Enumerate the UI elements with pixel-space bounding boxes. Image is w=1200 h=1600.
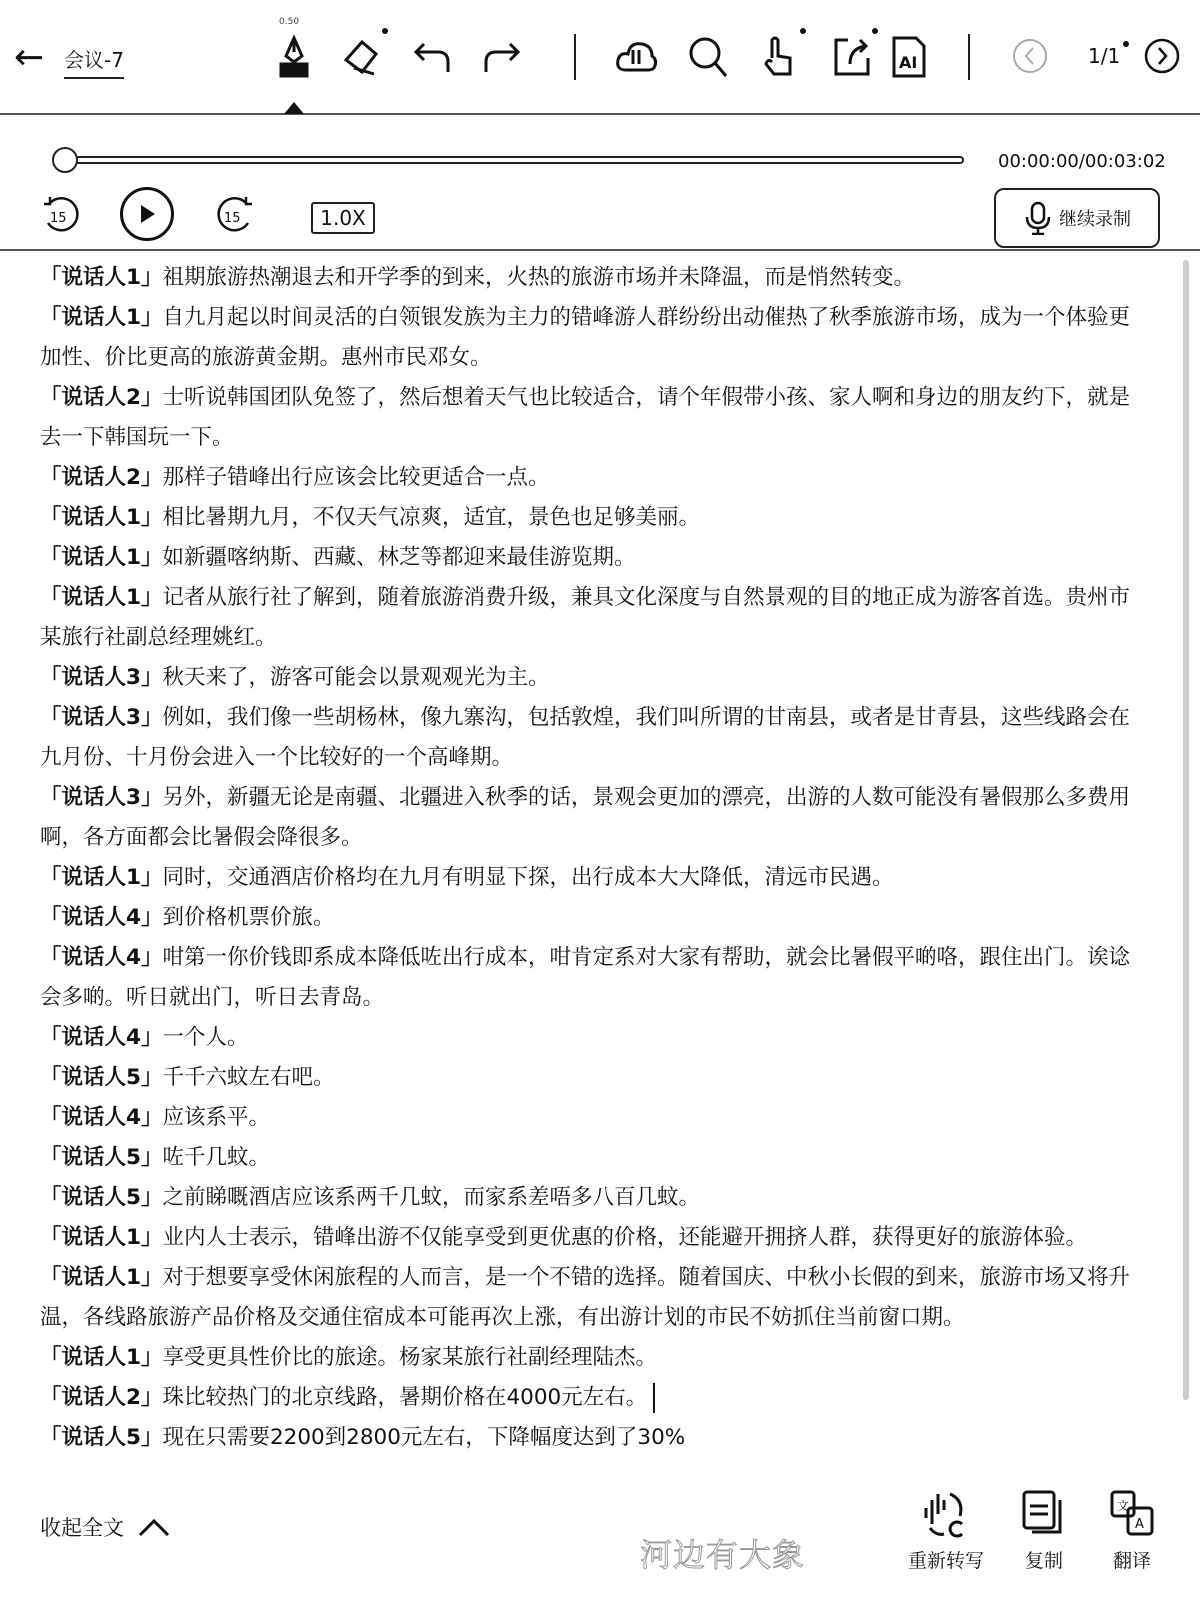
playback-progress-bar[interactable] <box>64 156 964 164</box>
transcript-paragraph <box>40 1058 1140 1098</box>
transcript-paragraph <box>40 1098 1140 1138</box>
transcript-paragraph <box>40 1378 1140 1418</box>
speaker-label: 「说话人3」 <box>40 705 163 730</box>
utterance-text: 应该系平。 <box>162 1105 270 1130</box>
utterance-text: 咗千几蚊。 <box>162 1145 270 1170</box>
copy-button[interactable] <box>1018 1488 1070 1573</box>
transcript-paragraph <box>40 1018 1140 1058</box>
hand-pointer-icon <box>758 34 802 78</box>
translate-button[interactable] <box>1106 1488 1158 1573</box>
arrow-left-icon: ← <box>14 37 45 78</box>
redo-icon <box>480 34 524 78</box>
speaker-label: 「说话人2」 <box>40 1385 163 1410</box>
utterance-text: 如新疆喀纳斯、西藏、林芝等都迎来最佳游览期。 <box>162 545 636 570</box>
continue-recording-label: 继续录制 <box>1059 209 1131 230</box>
speaker-label: 「说话人2」 <box>40 465 163 490</box>
eraser-tool-button[interactable] <box>338 32 386 80</box>
svg-text:AI: AI <box>899 53 918 72</box>
divider <box>968 34 970 80</box>
page-indicator: 1/1 <box>1088 44 1121 68</box>
speaker-label: 「说话人5」 <box>40 1065 163 1090</box>
utterance-text: 另外，新疆无论是南疆、北疆进入秋季的话，景观会更加的漂亮，出游的人数可能没有暑假那么多费用啊，各方面都会比暑假会降很多。 <box>40 785 1130 850</box>
transcript-paragraph <box>40 1218 1140 1258</box>
speaker-label: 「说话人3」 <box>40 785 163 810</box>
speaker-label: 「说话人4」 <box>40 905 163 930</box>
transcript-paragraph <box>40 698 1140 778</box>
speaker-label: 「说话人1」 <box>40 1345 163 1370</box>
microphone-icon <box>1023 201 1053 235</box>
active-tool-indicator <box>284 102 304 114</box>
pen-tool-button[interactable] <box>270 32 318 80</box>
chevron-left-circle-icon <box>1008 34 1052 78</box>
copy-label: 复制 <box>1024 1550 1063 1572</box>
transcript-paragraph <box>40 458 1140 498</box>
top-toolbar <box>0 0 1200 115</box>
speaker-label: 「说话人4」 <box>40 945 163 970</box>
rewind-15-button[interactable] <box>40 195 82 237</box>
watermark: 河边有大象 <box>640 1536 806 1574</box>
speaker-label: 「说话人1」 <box>40 1265 163 1290</box>
transcript-paragraph <box>40 578 1140 658</box>
share-icon <box>830 34 874 78</box>
utterance-text: 之前睇嘅酒店应该系两千几蚊，而家系差唔多八百几蚊。 <box>162 1185 700 1210</box>
transcript-paragraph <box>40 1258 1140 1338</box>
utterance-text: 现在只需要2200到2800元左右，下降幅度达到了30% <box>162 1425 686 1450</box>
share-button[interactable] <box>828 32 876 80</box>
next-page-button[interactable] <box>1138 32 1186 80</box>
speaker-label: 「说话人1」 <box>40 305 163 330</box>
utterance-text: 相比暑期九月，不仅天气凉爽，适宜，景色也足够美丽。 <box>162 505 700 530</box>
cloud-sync-icon <box>614 34 658 78</box>
playback-speed-button[interactable]: 1.0X <box>311 202 375 234</box>
speaker-label: 「说话人2」 <box>40 385 163 410</box>
transcript-paragraph <box>40 658 1140 698</box>
divider <box>574 34 576 80</box>
speaker-label: 「说话人3」 <box>40 665 163 690</box>
audio-player <box>0 115 1200 251</box>
speaker-label: 「说话人5」 <box>40 1145 163 1170</box>
speaker-label: 「说话人4」 <box>40 1105 163 1130</box>
retranscribe-button[interactable] <box>908 1488 984 1573</box>
utterance-text: 例如，我们像一些胡杨林，像九寨沟，包括敦煌，我们叫所谓的甘南县，或者是甘青县，这些线路会在九月份、十月份会进入一个比较好的一个高峰期。 <box>40 705 1130 770</box>
transcript-paragraph <box>40 498 1140 538</box>
previous-page-button[interactable] <box>1006 32 1054 80</box>
back-button[interactable] <box>14 37 45 78</box>
text-cursor <box>653 1383 655 1413</box>
play-button[interactable] <box>120 187 174 241</box>
transcript-paragraph <box>40 938 1140 1018</box>
utterance-text: 咁第一你价钱即系成本降低咗出行成本，咁肯定系对大家有帮助，就会比暑假平啲咯，跟住出门。诶谂会多啲。听日就出门，听日去青岛。 <box>40 945 1130 1010</box>
pen-icon <box>272 34 316 78</box>
transcript-paragraph <box>40 858 1140 898</box>
speaker-label: 「说话人5」 <box>40 1425 163 1450</box>
translate-label: 翻译 <box>1112 1550 1151 1572</box>
transcript-paragraph <box>40 258 1140 298</box>
chevron-up-icon <box>138 1517 170 1537</box>
pen-width-label: 0.50 <box>279 17 300 27</box>
translate-icon <box>1106 1488 1158 1540</box>
utterance-text: 祖期旅游热潮退去和开学季的到来，火热的旅游市场并未降温，而是悄然转变。 <box>162 265 915 290</box>
touch-toggle-button[interactable] <box>756 32 804 80</box>
speaker-label: 「说话人4」 <box>40 1025 163 1050</box>
play-icon <box>136 203 158 225</box>
search-icon <box>686 34 730 78</box>
redo-button[interactable] <box>478 32 526 80</box>
utterance-text: 到价格机票价旅。 <box>162 905 335 930</box>
utterance-text: 一个人。 <box>162 1025 249 1050</box>
page-dot <box>1123 41 1129 47</box>
svg-text:15: 15 <box>224 211 241 226</box>
speaker-label: 「说话人1」 <box>40 1225 163 1250</box>
continue-recording-button[interactable] <box>994 188 1160 248</box>
speaker-label: 「说话人1」 <box>40 265 163 290</box>
svg-text:A: A <box>1135 1517 1144 1532</box>
transcript-paragraph <box>40 1338 1140 1378</box>
rewind-icon <box>40 195 82 237</box>
cloud-sync-button[interactable] <box>612 32 660 80</box>
transcript-paragraph <box>40 898 1140 938</box>
utterance-text: 士听说韩国团队免签了，然后想着天气也比较适合，请个年假带小孩、家人啊和身边的朋友约下，就是去一下韩国玩一下。 <box>40 385 1130 450</box>
chevron-right-circle-icon <box>1140 34 1184 78</box>
utterance-text: 自九月起以时间灵活的白领银发族为主力的错峰游人群纷纷出动催热了秋季旅游市场，成为一个体验更加性、价比更高的旅游黄金期。惠州市民邓女。 <box>40 305 1130 370</box>
retranscribe-label: 重新转写 <box>908 1550 985 1572</box>
retranscribe-icon <box>920 1488 972 1540</box>
utterance-text: 业内人士表示，错峰出游不仅能享受到更优惠的价格，还能避开拥挤人群，获得更好的旅游体验。 <box>162 1225 1087 1250</box>
speaker-label: 「说话人1」 <box>40 545 163 570</box>
utterance-text: 对于想要享受休闲旅程的人而言，是一个不错的选择。随着国庆、中秋小长假的到来，旅游市场又将升温，各线路旅游产品价格及交通住宿成本可能再次上涨，有出游计划的市民不妨抓住当前窗口期。 <box>40 1265 1130 1330</box>
utterance-text: 那样子错峰出行应该会比较更适合一点。 <box>162 465 550 490</box>
ai-document-icon <box>886 34 930 78</box>
svg-text:文: 文 <box>1117 1499 1130 1513</box>
utterance-text: 同时，交通酒店价格均在九月有明显下探，出行成本大大降低，清远市民遇。 <box>162 865 894 890</box>
playback-time: 00:00:00/00:03:02 <box>998 151 1166 172</box>
document-title[interactable]: 会议-7 <box>64 44 124 79</box>
ai-button[interactable] <box>884 32 932 80</box>
forward-icon <box>214 195 256 237</box>
speaker-label: 「说话人1」 <box>40 585 163 610</box>
svg-text:15: 15 <box>50 211 67 226</box>
eraser-icon <box>340 34 384 78</box>
utterance-text: 珠比较热门的北京线路，暑期价格在4000元左右。 <box>162 1385 648 1410</box>
transcript-paragraph <box>40 778 1140 858</box>
speaker-label: 「说话人1」 <box>40 505 163 530</box>
transcript-paragraph <box>40 1418 1140 1458</box>
undo-icon <box>410 34 454 78</box>
utterance-text: 享受更具性价比的旅途。杨家某旅行社副经理陆杰。 <box>162 1345 657 1370</box>
collapse-text-button[interactable] <box>40 1512 170 1542</box>
speaker-label: 「说话人1」 <box>40 865 163 890</box>
utterance-text: 记者从旅行社了解到，随着旅游消费升级，兼具文化深度与自然景观的目的地正成为游客首选。贵州市某旅行社副总经理姚红。 <box>40 585 1130 650</box>
forward-15-button[interactable] <box>214 195 256 237</box>
scrollbar[interactable] <box>1183 260 1189 1400</box>
transcript-paragraph <box>40 1178 1140 1218</box>
utterance-text: 千千六蚊左右吧。 <box>162 1065 335 1090</box>
transcript-paragraph <box>40 378 1140 458</box>
progress-thumb[interactable] <box>52 147 78 173</box>
search-button[interactable] <box>684 32 732 80</box>
transcript-paragraph <box>40 538 1140 578</box>
transcript-text[interactable] <box>40 258 1140 1483</box>
undo-button[interactable] <box>408 32 456 80</box>
speaker-label: 「说话人5」 <box>40 1185 163 1210</box>
utterance-text: 秋天来了，游客可能会以景观观光为主。 <box>162 665 550 690</box>
collapse-label: 收起全文 <box>40 1516 124 1540</box>
transcript-paragraph <box>40 1138 1140 1178</box>
transcript-paragraph <box>40 298 1140 378</box>
copy-icon <box>1018 1488 1070 1540</box>
